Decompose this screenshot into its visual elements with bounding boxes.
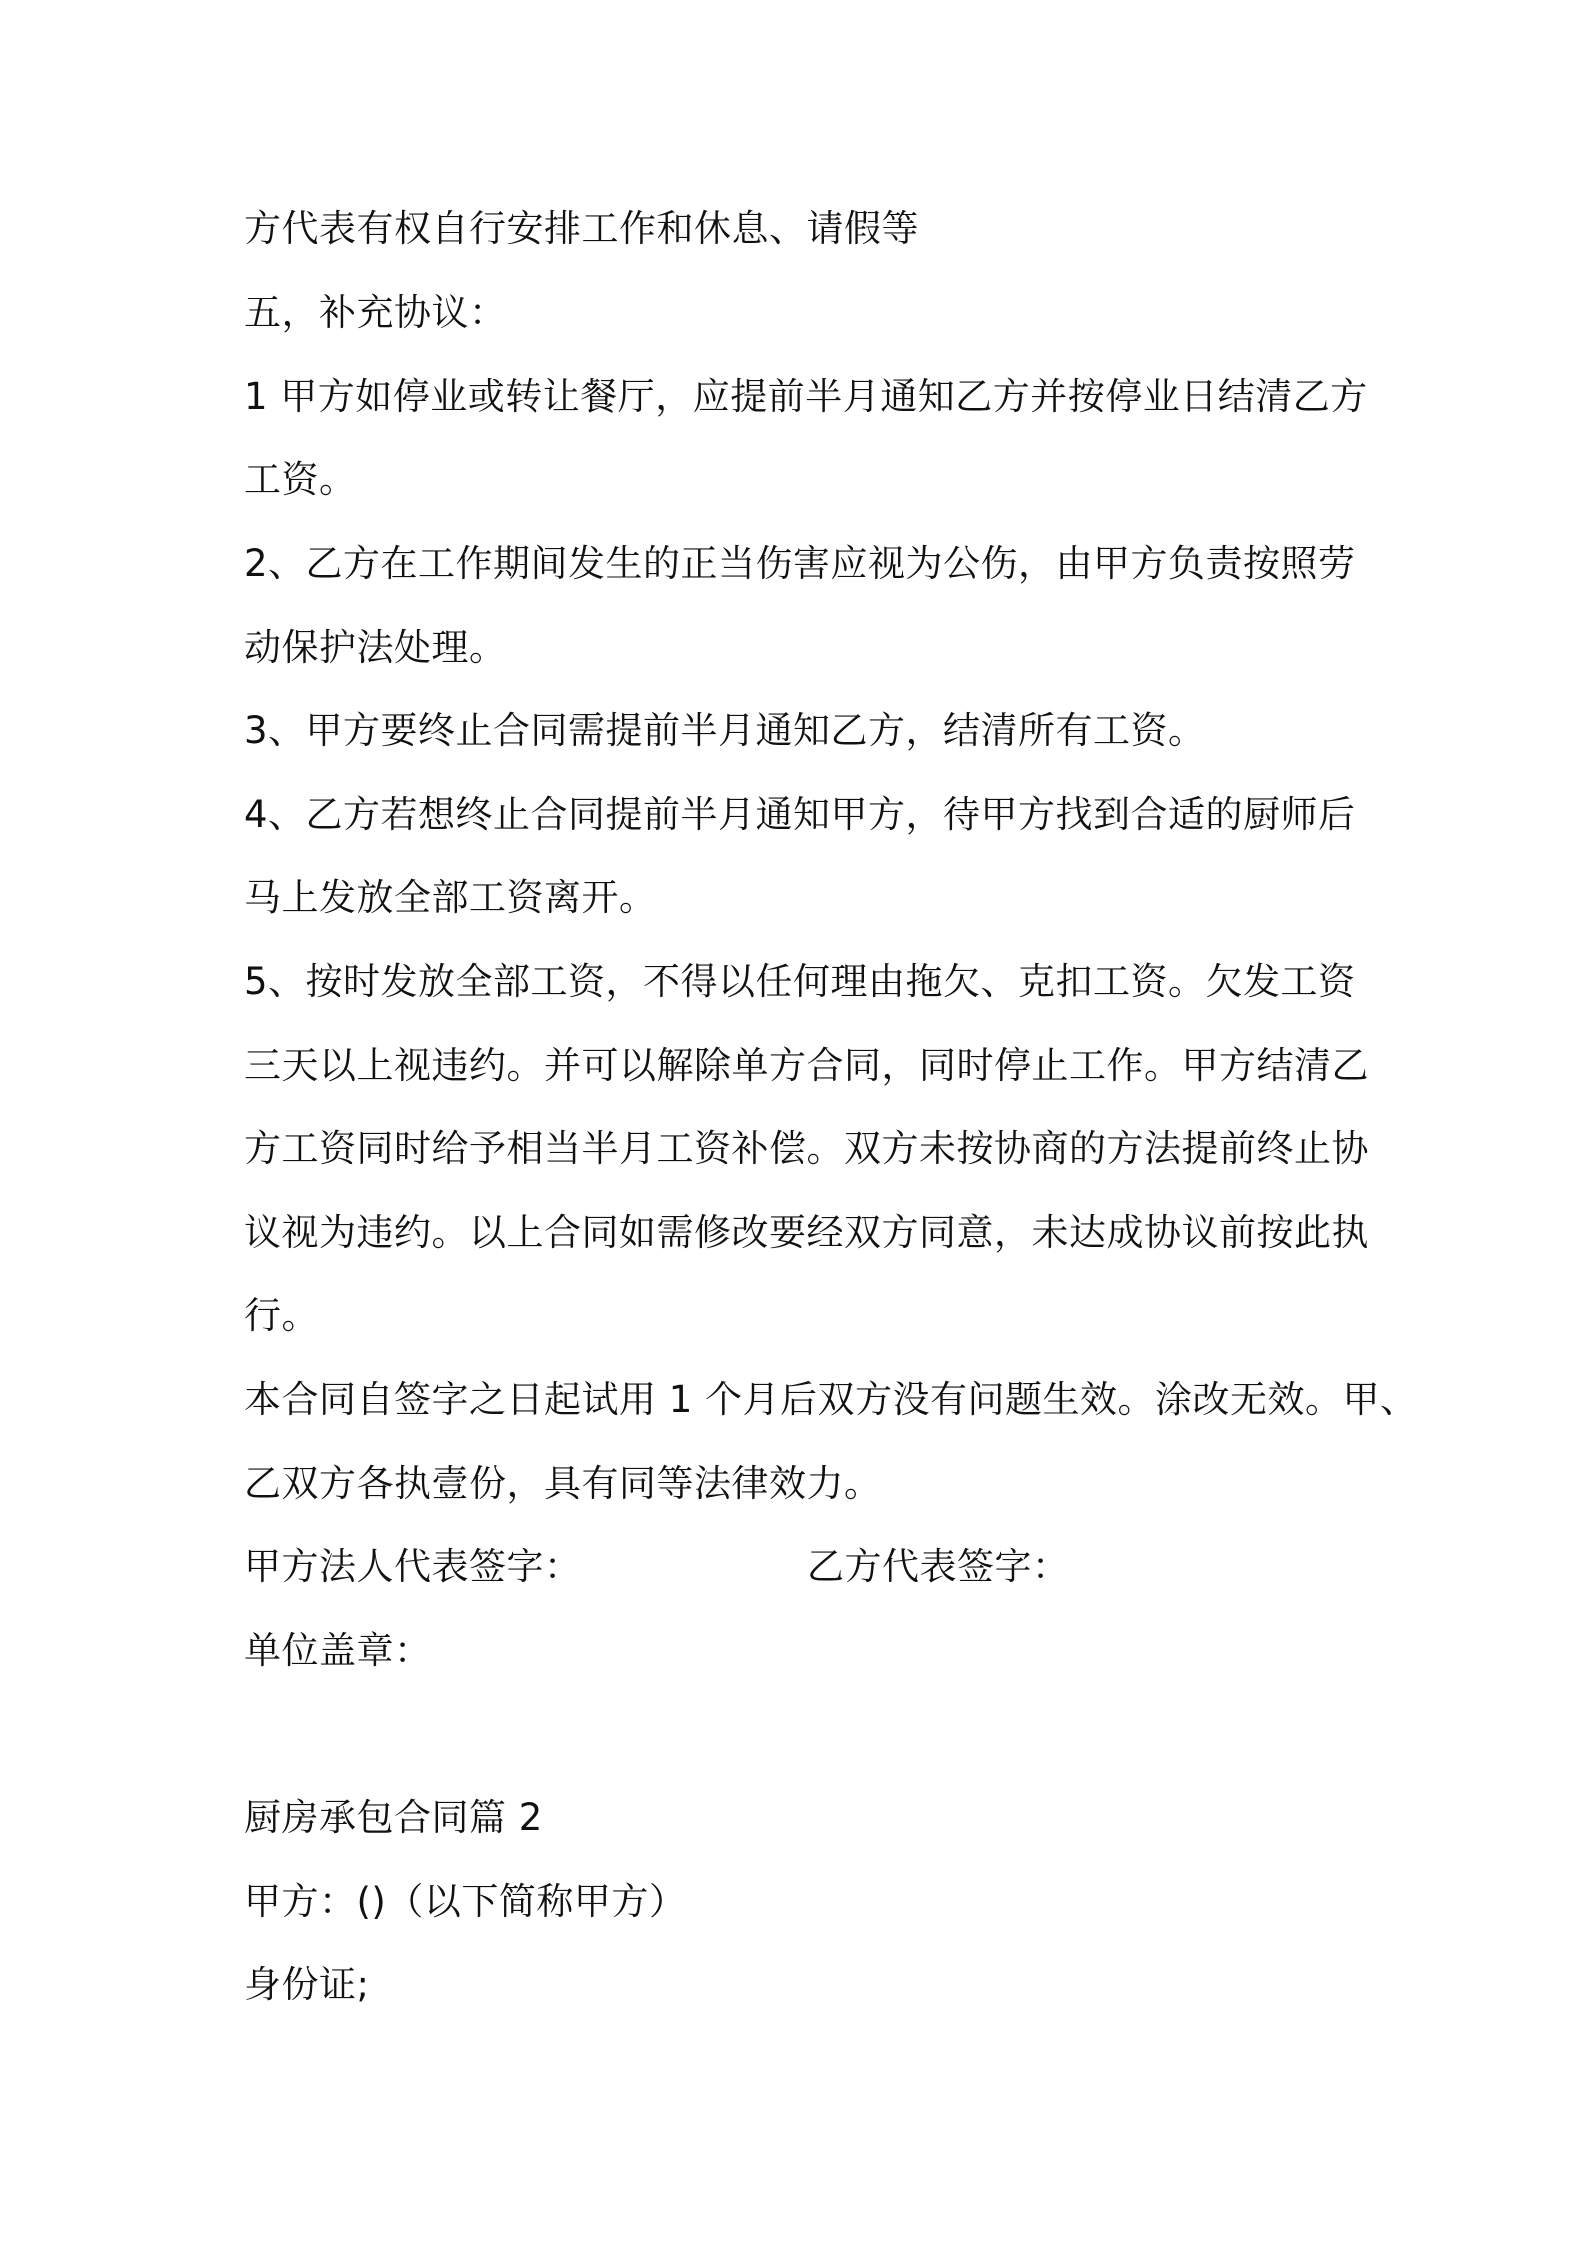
text-line: 方工资同时给予相当半月工资补偿。双方未按协商的方法提前终止协 <box>244 1127 1369 1170</box>
text-line: 4、乙方若想终止合同提前半月通知甲方，待甲方找到合适的厨师后 <box>244 793 1356 836</box>
text-line: 议视为违约。以上合同如需修改要经双方同意，未达成协议前按此执 <box>244 1211 1369 1254</box>
text-line: 本合同自签字之日起试用 1 个月后双方没有问题生效。涂改无效。甲、 <box>244 1378 1418 1421</box>
text-line: 马上发放全部工资离开。 <box>244 876 657 919</box>
text-line: 乙双方各执壹份，具有同等法律效力。 <box>244 1462 882 1505</box>
party-a-line: 甲方：()（以下简称甲方） <box>244 1880 687 1923</box>
text-line: 2、乙方在工作期间发生的正当伤害应视为公伤，由甲方负责按照劳 <box>244 542 1356 585</box>
text-line: 方代表有权自行安排工作和休息、请假等 <box>244 207 919 250</box>
party-a-signature-label: 甲方法人代表签字： <box>244 1545 582 1588</box>
text-line: 3、甲方要终止合同需提前半月通知乙方，结清所有工资。 <box>244 709 1206 752</box>
text-line: 5、按时发放全部工资，不得以任何理由拖欠、克扣工资。欠发工资 <box>244 960 1356 1003</box>
section-title: 厨房承包合同篇 2 <box>244 1796 543 1839</box>
text-line: 1 甲方如停业或转让餐厅，应提前半月通知乙方并按停业日结清乙方 <box>244 375 1368 418</box>
section-heading: 五，补充协议： <box>244 291 507 334</box>
text-line: 动保护法处理。 <box>244 626 507 669</box>
text-line: 三天以上视违约。并可以解除单方合同，同时停止工作。甲方结清乙 <box>244 1044 1369 1087</box>
seal-label: 单位盖章： <box>244 1629 432 1672</box>
party-b-signature-label: 乙方代表签字： <box>807 1545 1070 1588</box>
id-card-line: 身份证; <box>244 1963 370 2006</box>
text-line: 行。 <box>244 1294 319 1337</box>
text-line: 工资。 <box>244 458 357 501</box>
